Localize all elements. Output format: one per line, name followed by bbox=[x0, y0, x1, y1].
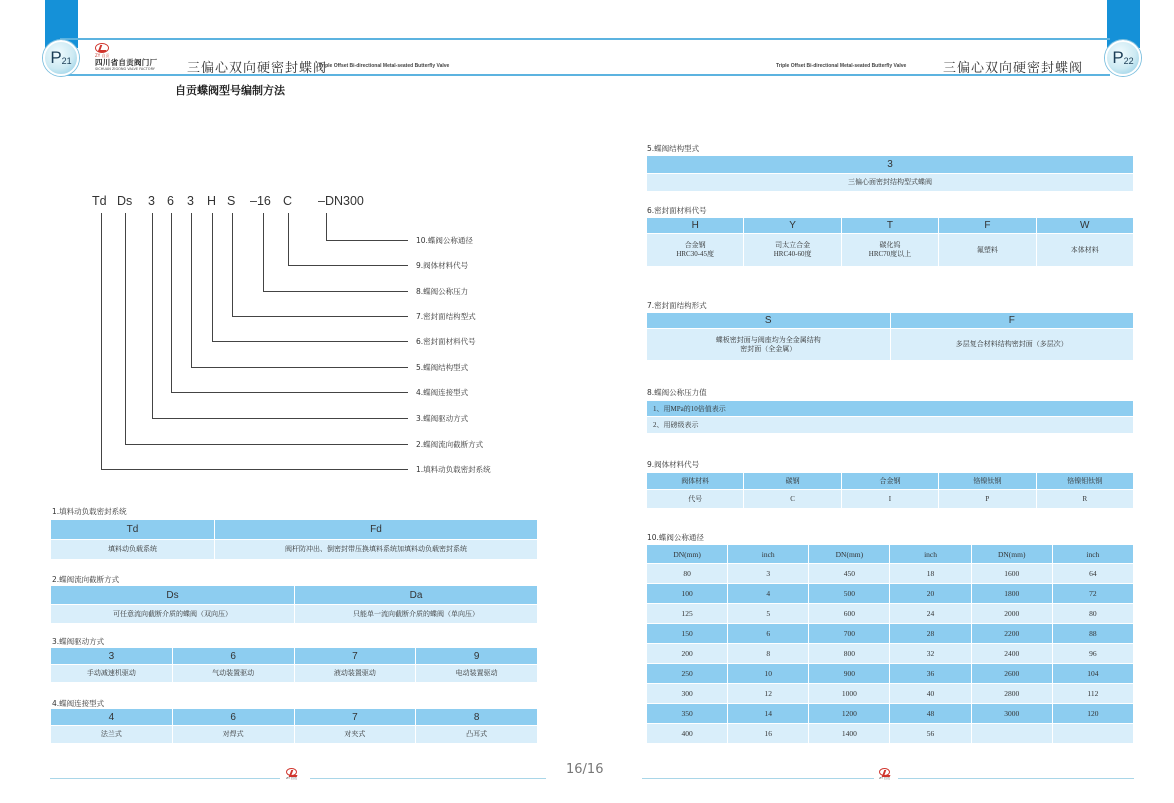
table-cell: 250 bbox=[647, 664, 728, 684]
table-cell: 10 bbox=[728, 664, 809, 684]
connector-vertical bbox=[288, 213, 289, 265]
section-10-caption: 10.蝶阀公称通径 bbox=[647, 533, 704, 542]
table-row bbox=[647, 604, 1134, 624]
table-cell: 14 bbox=[728, 704, 809, 724]
table-head-cell: 8 bbox=[416, 709, 538, 726]
table-cell: 三偏心面密封结构型式蝶阀 bbox=[647, 174, 1134, 192]
connector-horizontal bbox=[171, 392, 408, 393]
table-cell: 气动装置驱动 bbox=[172, 665, 294, 683]
table-cell: 900 bbox=[809, 664, 890, 684]
table-row bbox=[647, 664, 1134, 684]
table-cell: I bbox=[841, 490, 938, 509]
section-5-caption: 5.蝶阀结构型式 bbox=[647, 144, 700, 153]
code-part-label: 3.蝶阀驱动方式 bbox=[416, 414, 469, 423]
table-cell: 24 bbox=[890, 604, 971, 624]
section-4-caption: 4.蝶阀连接型式 bbox=[52, 699, 105, 708]
table-head-cell: 铬镍钛钢 bbox=[939, 473, 1036, 490]
table-cell: 2、用磅级表示 bbox=[647, 417, 1134, 434]
table-cell: 18 bbox=[890, 564, 971, 584]
page-badge-letter: P bbox=[50, 48, 62, 67]
table-row bbox=[647, 684, 1134, 704]
material-name: 碳化钨 bbox=[879, 241, 901, 249]
table-cell bbox=[1052, 724, 1133, 744]
section-3-caption: 3.蝶阀驱动方式 bbox=[52, 637, 105, 646]
table-cell: 对夹式 bbox=[294, 726, 416, 744]
table-cell: 40 bbox=[890, 684, 971, 704]
code-part-label: 8.蝶阀公称压力 bbox=[416, 287, 469, 296]
table-head-cell: inch bbox=[1052, 545, 1133, 564]
table-head-cell: T bbox=[841, 218, 938, 234]
table-head-cell: 6 bbox=[172, 648, 294, 665]
table-cell: 400 bbox=[647, 724, 728, 744]
table-cell: 1、用MPa的10倍值表示 bbox=[647, 401, 1134, 417]
code-part-label: 1.填料动负载密封系统 bbox=[416, 465, 491, 474]
right-title-en: Triple Offset Bi-directional Metal-seated Butterfly Valve bbox=[776, 63, 907, 69]
table-cell: 100 bbox=[647, 584, 728, 604]
table-cell: 150 bbox=[647, 624, 728, 644]
table-cell: 阀杆防冲出、倒密封带压换填料系统加填料动负载密封系统 bbox=[215, 540, 538, 560]
page-badge-letter: P bbox=[1112, 48, 1124, 67]
table-cell: 电动装置驱动 bbox=[416, 665, 538, 683]
seal-material-table bbox=[646, 217, 1134, 267]
table-cell: 1000 bbox=[809, 684, 890, 704]
section-8-caption: 8.蝶阀公称压力值 bbox=[647, 388, 707, 397]
table-head-cell: Y bbox=[744, 218, 841, 234]
structure-desc-line1: 蝶板密封面与阀座均为全金属结构 bbox=[715, 335, 821, 344]
structure-desc-line2: 密封面（全金属） bbox=[740, 344, 797, 353]
footer-logo-left bbox=[286, 768, 297, 781]
connector-vertical bbox=[125, 213, 126, 444]
table-cell: 4 bbox=[728, 584, 809, 604]
table-head-cell: DN(mm) bbox=[647, 545, 728, 564]
code-part-label: 7.密封面结构型式 bbox=[416, 312, 476, 321]
table-cell: 88 bbox=[1052, 624, 1133, 644]
table-cell: 2400 bbox=[971, 644, 1052, 664]
code-part-label: 6.密封面材料代号 bbox=[416, 337, 476, 346]
table-head-cell: Td bbox=[51, 520, 215, 540]
table-head-cell: F bbox=[939, 218, 1036, 234]
footer-rule-right-b bbox=[898, 778, 1134, 779]
table-cell: 120 bbox=[1052, 704, 1133, 724]
page-badge-number: 21 bbox=[61, 56, 72, 66]
table-cell: 1600 bbox=[971, 564, 1052, 584]
connection-type-table bbox=[50, 708, 538, 744]
material-hardness: HRC70度以上 bbox=[868, 250, 912, 258]
code-part: 3 bbox=[187, 194, 194, 208]
material-hardness: HRC40-60度 bbox=[773, 250, 812, 258]
seal-structure-table bbox=[646, 312, 1134, 361]
page-count: 16/16 bbox=[566, 762, 604, 777]
table-cell: 凸耳式 bbox=[416, 726, 538, 744]
table-cell: R bbox=[1036, 490, 1133, 509]
table-cell: 1400 bbox=[809, 724, 890, 744]
table-head-cell: inch bbox=[890, 545, 971, 564]
code-part-label: 10.蝶阀公称通径 bbox=[416, 236, 473, 245]
table-cell: 2800 bbox=[971, 684, 1052, 704]
table-head-cell: 铬镍钼钛钢 bbox=[1036, 473, 1133, 490]
table-cell: 16 bbox=[728, 724, 809, 744]
footer-rule-right-a bbox=[642, 778, 874, 779]
material-name: 合金钢 bbox=[684, 241, 706, 249]
logo-mark-icon bbox=[286, 768, 297, 776]
table-head-cell: Da bbox=[295, 586, 538, 605]
table-head-cell: inch bbox=[728, 545, 809, 564]
connector-horizontal bbox=[212, 341, 408, 342]
connector-horizontal bbox=[263, 291, 408, 292]
table-cell bbox=[647, 329, 891, 361]
table-cell: 6 bbox=[728, 624, 809, 644]
code-part: Ds bbox=[117, 194, 133, 208]
table-cell: 600 bbox=[809, 604, 890, 624]
table-cell: 56 bbox=[890, 724, 971, 744]
table-cell: 只能单一流向截断介质的蝶阀（单向压） bbox=[295, 605, 538, 624]
connector-vertical bbox=[152, 213, 153, 418]
table-cell: 可任意流向截断介质的蝶阀（双向压） bbox=[51, 605, 295, 624]
code-part: 3 bbox=[148, 194, 155, 208]
material-name: 本体材料 bbox=[1070, 245, 1099, 254]
table-cell: 200 bbox=[647, 644, 728, 664]
table-cell: 450 bbox=[809, 564, 890, 584]
connector-horizontal bbox=[326, 240, 408, 241]
table-cell: 112 bbox=[1052, 684, 1133, 704]
left-page-badge bbox=[43, 40, 79, 76]
table-head-cell: 3 bbox=[647, 156, 1134, 174]
footer-rule-left-a bbox=[50, 778, 280, 779]
table-cell bbox=[744, 234, 841, 267]
right-page-badge bbox=[1105, 40, 1141, 76]
table-head-cell: 阀体材料 bbox=[647, 473, 744, 490]
table-head-cell: H bbox=[647, 218, 744, 234]
table-cell: 72 bbox=[1052, 584, 1133, 604]
table-cell: 12 bbox=[728, 684, 809, 704]
material-hardness: HRC30-45度 bbox=[676, 250, 715, 258]
company-logo bbox=[95, 43, 157, 71]
section-2-caption: 2.蝶阀流向截断方式 bbox=[52, 575, 120, 584]
code-part: 6 bbox=[167, 194, 174, 208]
logo-sub-text: ZY 自贡 bbox=[95, 53, 110, 58]
footer-rule-left-b bbox=[310, 778, 546, 779]
code-part-label: 9.阀体材料代号 bbox=[416, 261, 469, 270]
table-cell: 500 bbox=[809, 584, 890, 604]
table-cell: 1800 bbox=[971, 584, 1052, 604]
table-cell bbox=[1036, 234, 1133, 267]
section-6-caption: 6.密封面材料代号 bbox=[647, 206, 707, 215]
table-cell: 对焊式 bbox=[172, 726, 294, 744]
table-row bbox=[647, 564, 1134, 584]
table-cell: 1200 bbox=[809, 704, 890, 724]
table-cell bbox=[890, 329, 1134, 361]
logo-mark-icon bbox=[879, 768, 890, 776]
footer-logo-right bbox=[879, 768, 890, 781]
right-title-cn: 三偏心双向硬密封蝶阀 bbox=[943, 61, 1084, 76]
table-head-cell: 3 bbox=[51, 648, 173, 665]
table-cell: 20 bbox=[890, 584, 971, 604]
section-1-caption: 1.填料动负载密封系统 bbox=[52, 507, 127, 516]
table-cell: 350 bbox=[647, 704, 728, 724]
table-cell: 5 bbox=[728, 604, 809, 624]
table-cell: 2000 bbox=[971, 604, 1052, 624]
table-head-cell: Fd bbox=[215, 520, 538, 540]
company-name-cn: 四川省自贡阀门厂 bbox=[95, 58, 158, 67]
left-title-en: Triple Offset Bi-directional Metal-seated Butterfly Valve bbox=[319, 63, 450, 69]
table-cell: 8 bbox=[728, 644, 809, 664]
table-cell: 填料动负载系统 bbox=[51, 540, 215, 560]
table-head-cell: 9 bbox=[416, 648, 538, 665]
table-head-cell: 合金钢 bbox=[841, 473, 938, 490]
code-part: –DN300 bbox=[318, 194, 364, 208]
table-cell bbox=[647, 234, 744, 267]
body-material-table bbox=[646, 472, 1134, 509]
table-head-cell: S bbox=[647, 313, 891, 329]
connector-vertical bbox=[232, 213, 233, 316]
table-head-cell: W bbox=[1036, 218, 1133, 234]
table-cell: 3000 bbox=[971, 704, 1052, 724]
structure-type-table bbox=[646, 155, 1134, 192]
connector-vertical bbox=[101, 213, 102, 469]
connector-horizontal bbox=[152, 418, 408, 419]
table-cell bbox=[939, 234, 1036, 267]
connector-vertical bbox=[191, 213, 192, 367]
table-row bbox=[647, 584, 1134, 604]
table-row bbox=[647, 704, 1134, 724]
table-cell: 手动减速机驱动 bbox=[51, 665, 173, 683]
connector-horizontal bbox=[125, 444, 408, 445]
header-top-rule bbox=[60, 38, 1110, 40]
logo-mark-icon bbox=[95, 43, 109, 53]
table-head-cell: 7 bbox=[294, 648, 416, 665]
connector-horizontal bbox=[232, 316, 408, 317]
table-cell: 36 bbox=[890, 664, 971, 684]
material-name: 司太立合金 bbox=[775, 241, 811, 249]
table-cell: 80 bbox=[1052, 604, 1133, 624]
table-cell: C bbox=[744, 490, 841, 509]
table-cell: 代号 bbox=[647, 490, 744, 509]
table-cell: 2600 bbox=[971, 664, 1052, 684]
nominal-diameter-table bbox=[646, 544, 1134, 744]
connector-horizontal bbox=[288, 265, 408, 266]
table-cell: 48 bbox=[890, 704, 971, 724]
code-part: H bbox=[207, 194, 217, 208]
table-cell: 32 bbox=[890, 644, 971, 664]
pressure-table bbox=[646, 400, 1134, 434]
drive-mode-table bbox=[50, 647, 538, 683]
table-cell: P bbox=[939, 490, 1036, 509]
connector-horizontal bbox=[191, 367, 408, 368]
table-cell: 700 bbox=[809, 624, 890, 644]
company-name-en: SICHUAN ZIGONG VALVE FACTORY bbox=[95, 67, 155, 71]
table-head-cell: 碳钢 bbox=[744, 473, 841, 490]
table-cell: 2200 bbox=[971, 624, 1052, 644]
code-part-label: 2.蝶阀流向截断方式 bbox=[416, 440, 484, 449]
table-row bbox=[647, 644, 1134, 664]
table-head-cell: 7 bbox=[294, 709, 416, 726]
code-part-label: 5.蝶阀结构型式 bbox=[416, 363, 469, 372]
table-cell: 28 bbox=[890, 624, 971, 644]
left-title-cn: 三偏心双向硬密封蝶阀 bbox=[187, 61, 328, 76]
page-heading: 自贡蝶阀型号编制方法 bbox=[175, 84, 285, 97]
table-row bbox=[647, 724, 1134, 744]
footer-logo-text: ZY 自贡 bbox=[286, 776, 297, 780]
table-cell: 800 bbox=[809, 644, 890, 664]
table-cell: 80 bbox=[647, 564, 728, 584]
table-cell: 64 bbox=[1052, 564, 1133, 584]
section-9-caption: 9.阀体材料代号 bbox=[647, 460, 700, 469]
table-cell bbox=[971, 724, 1052, 744]
table-cell: 104 bbox=[1052, 664, 1133, 684]
connector-horizontal bbox=[101, 469, 408, 470]
table-head-cell: DN(mm) bbox=[971, 545, 1052, 564]
code-part: Td bbox=[92, 194, 107, 208]
code-part: S bbox=[227, 194, 236, 208]
table-cell: 3 bbox=[728, 564, 809, 584]
table-cell: 125 bbox=[647, 604, 728, 624]
code-part-label: 4.蝶阀连接型式 bbox=[416, 388, 469, 397]
connector-vertical bbox=[326, 213, 327, 240]
footer-logo-text: ZY 自贡 bbox=[879, 776, 890, 780]
connector-vertical bbox=[212, 213, 213, 341]
table-head-cell: Ds bbox=[51, 586, 295, 605]
table-row bbox=[647, 624, 1134, 644]
connector-vertical bbox=[263, 213, 264, 291]
code-part: –16 bbox=[250, 194, 271, 208]
table-head-cell: DN(mm) bbox=[809, 545, 890, 564]
table-cell: 96 bbox=[1052, 644, 1133, 664]
material-name: 氟塑料 bbox=[976, 245, 998, 254]
table-head-cell: F bbox=[890, 313, 1134, 329]
flow-cutoff-table bbox=[50, 585, 538, 624]
section-7-caption: 7.密封面结构形式 bbox=[647, 301, 707, 310]
table-cell: 300 bbox=[647, 684, 728, 704]
page-badge-number: 22 bbox=[1123, 56, 1134, 66]
code-part: C bbox=[283, 194, 293, 208]
packing-seal-table bbox=[50, 519, 538, 560]
structure-desc-line1: 多层复合材料结构密封面（多层次） bbox=[955, 340, 1068, 348]
table-head-cell: 4 bbox=[51, 709, 173, 726]
table-head-cell: 6 bbox=[172, 709, 294, 726]
connector-vertical bbox=[171, 213, 172, 392]
table-cell: 液动装置驱动 bbox=[294, 665, 416, 683]
table-cell bbox=[841, 234, 938, 267]
table-cell: 法兰式 bbox=[51, 726, 173, 744]
